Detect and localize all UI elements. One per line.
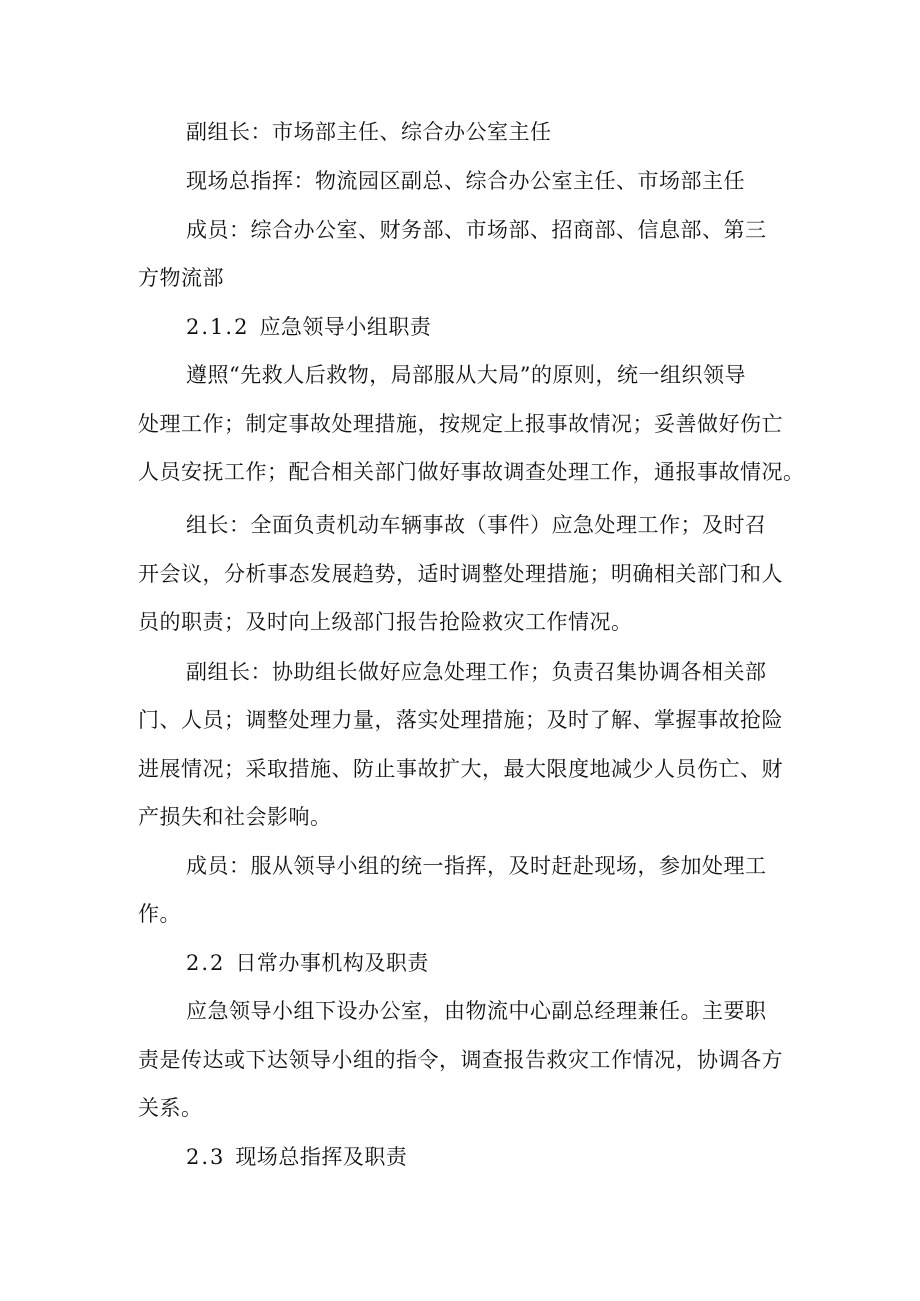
text-line: 门、人员；调整处理力量，落实处理措施；及时了解、掌握事故抢险: [138, 708, 783, 732]
text-line: 副组长：市场部主任、综合办公室主任: [186, 120, 552, 144]
text-line: 进展情况；采取措施、防止事故扩大，最大限度地减少人员伤亡、财: [138, 757, 783, 781]
text-line: 员的职责；及时向上级部门报告抢险救灾工作情况。: [138, 610, 633, 634]
text-line: 开会议，分析事态发展趋势，适时调整处理措施；明确相关部门和人: [138, 562, 783, 586]
text-line: 遵照“先救人后救物，局部服从大局”的原则，统一组织领导: [186, 363, 746, 387]
section-title: 应急领导小组职责: [259, 315, 432, 339]
section-number: 2.3: [186, 1145, 226, 1169]
text-line: 成员：综合办公室、财务部、市场部、招商部、信息部、第三: [186, 218, 767, 242]
text-line: 产损失和社会影响。: [138, 805, 332, 829]
text-line: 现场总指挥：物流园区副总、综合办公室主任、市场部主任: [186, 169, 745, 193]
text-line: 作。: [138, 902, 181, 926]
text-line: 副组长：协助组长做好应急处理工作；负责召集协调各相关部: [186, 660, 767, 684]
section-title: 日常办事机构及职责: [235, 951, 429, 975]
section-heading: [186, 314, 431, 340]
text-line: 方物流部: [138, 266, 224, 290]
section-heading: [186, 950, 429, 976]
text-line: 组长：全面负责机动车辆事故（事件）应急处理工作；及时召: [186, 513, 767, 537]
text-line: 责是传达或下达领导小组的指令，调查报告救灾工作情况，协调各方: [138, 1048, 783, 1072]
text-line: 应急领导小组下设办公室，由物流中心副总经理兼任。主要职: [186, 999, 767, 1023]
text-line: 人员安抚工作；配合相关部门做好事故调查处理工作，通报事故情况。: [138, 460, 805, 484]
section-heading: [186, 1144, 407, 1170]
section-number: 2.2: [186, 951, 226, 975]
text-line: 处理工作；制定事故处理措施，按规定上报事故情况；妥善做好伤亡: [138, 412, 783, 436]
text-line: 关系。: [138, 1096, 203, 1120]
section-title: 现场总指挥及职责: [235, 1145, 408, 1169]
text-line: 成员：服从领导小组的统一指挥，及时赶赴现场，参加处理工: [186, 854, 767, 878]
section-number: 2.1.2: [186, 315, 250, 339]
